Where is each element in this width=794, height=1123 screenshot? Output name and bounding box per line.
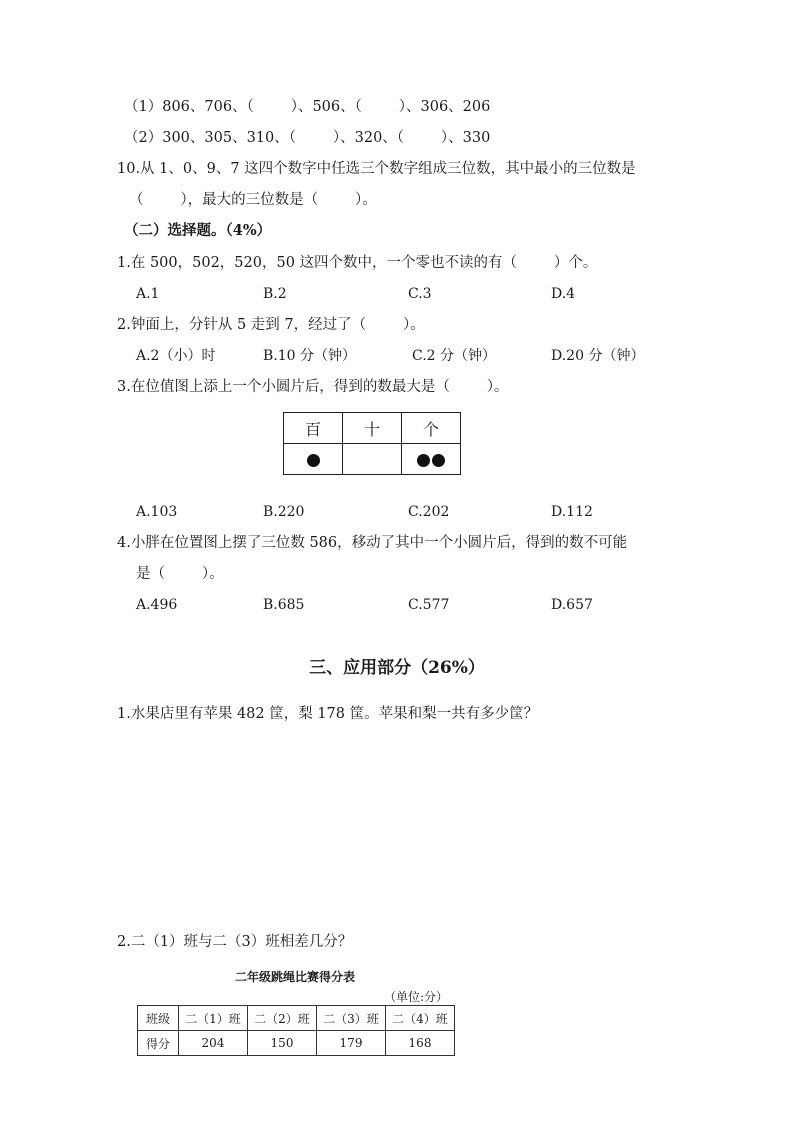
choice-q1-option-d: D.4 (551, 286, 576, 302)
choice-q1-option-b: B.2 (263, 286, 287, 302)
application-question-2: 2.二（1）班与二（3）班相差几分？ (117, 934, 353, 950)
choice-q2-option-c: C.2 分（钟） (412, 348, 497, 364)
score-table-score-3: 179 (317, 1031, 386, 1056)
place-cell-ones (402, 444, 461, 475)
score-table-row-label: 得分 (138, 1031, 179, 1056)
choice-q3-option-b: B.220 (263, 504, 305, 520)
choice-q3-option-c: C.202 (408, 504, 450, 520)
score-table-score-2: 150 (248, 1031, 317, 1056)
choice-q1-option-a: A.1 (136, 286, 160, 302)
score-table-header-label: 班级 (138, 1006, 179, 1031)
question-9-part-2: （2）300、305、310、（ ）、320、（ ）、330 (124, 130, 491, 146)
score-table-class-4: 二（4）班 (386, 1006, 455, 1031)
score-table-class-1: 二（1）班 (179, 1006, 248, 1031)
score-table-unit: （单位:分） (384, 990, 449, 1004)
score-table-score-1: 204 (179, 1031, 248, 1056)
choice-section-title: （二）选择题。（4%） (124, 222, 272, 239)
choice-q1-option-c: C.3 (408, 286, 432, 302)
place-cell-tens (343, 444, 402, 475)
choice-question-4-line-2: 是（ ）。 (136, 566, 224, 582)
choice-question-1: 1.在 500，502，520，50 这四个数中，一个零也不读的有（ ）个。 (117, 255, 598, 271)
choice-q4-option-a: A.496 (136, 597, 178, 613)
choice-q2-option-a: A.2（小）时 (136, 348, 216, 364)
place-value-chart (283, 412, 461, 475)
application-section-heading: 三、应用部分（26%） (309, 658, 485, 678)
score-table-class-3: 二（3）班 (317, 1006, 386, 1031)
place-header-ones: 个 (402, 413, 461, 444)
choice-q3-option-a: A.103 (136, 504, 178, 520)
score-table-score-4: 168 (386, 1031, 455, 1056)
counter-dot (307, 454, 320, 467)
choice-q4-option-b: B.685 (263, 597, 305, 613)
choice-question-4-line-1: 4.小胖在位置图上摆了三位数 586，移动了其中一个小圆片后，得到的数不可能 (117, 535, 628, 551)
choice-q3-option-d: D.112 (551, 504, 593, 520)
question-9-part-1: （1）806、706、（ ）、506、（ ）、306、206 (124, 99, 491, 115)
application-question-1: 1.水果店里有苹果 482 筐，梨 178 筐。苹果和梨一共有多少筐？ (117, 706, 539, 722)
question-10-line-1: 10.从 1、0、9、7 这四个数字中任选三个数字组成三位数，其中最小的三位数是 (117, 161, 636, 177)
score-table-class-2: 二（2）班 (248, 1006, 317, 1031)
score-table (137, 1005, 455, 1056)
choice-q2-option-d: D.20 分（钟） (551, 348, 645, 364)
choice-q4-option-d: D.657 (551, 597, 593, 613)
choice-q4-option-c: C.577 (408, 597, 450, 613)
place-header-hundreds: 百 (284, 413, 343, 444)
choice-question-2: 2.钟面上，分针从 5 走到 7，经过了（ ）。 (117, 317, 425, 333)
choice-question-3: 3.在位值图上添上一个小圆片后，得到的数最大是（ ）。 (117, 379, 509, 395)
place-header-tens: 十 (343, 413, 402, 444)
counter-dot (432, 454, 445, 467)
counter-dot (417, 454, 430, 467)
choice-q2-option-b: B.10 分（钟） (263, 348, 357, 364)
score-table-title: 二年级跳绳比赛得分表 (234, 970, 355, 984)
place-cell-hundreds (284, 444, 343, 475)
question-10-line-2: （ ），最大的三位数是（ ）。 (129, 192, 377, 208)
